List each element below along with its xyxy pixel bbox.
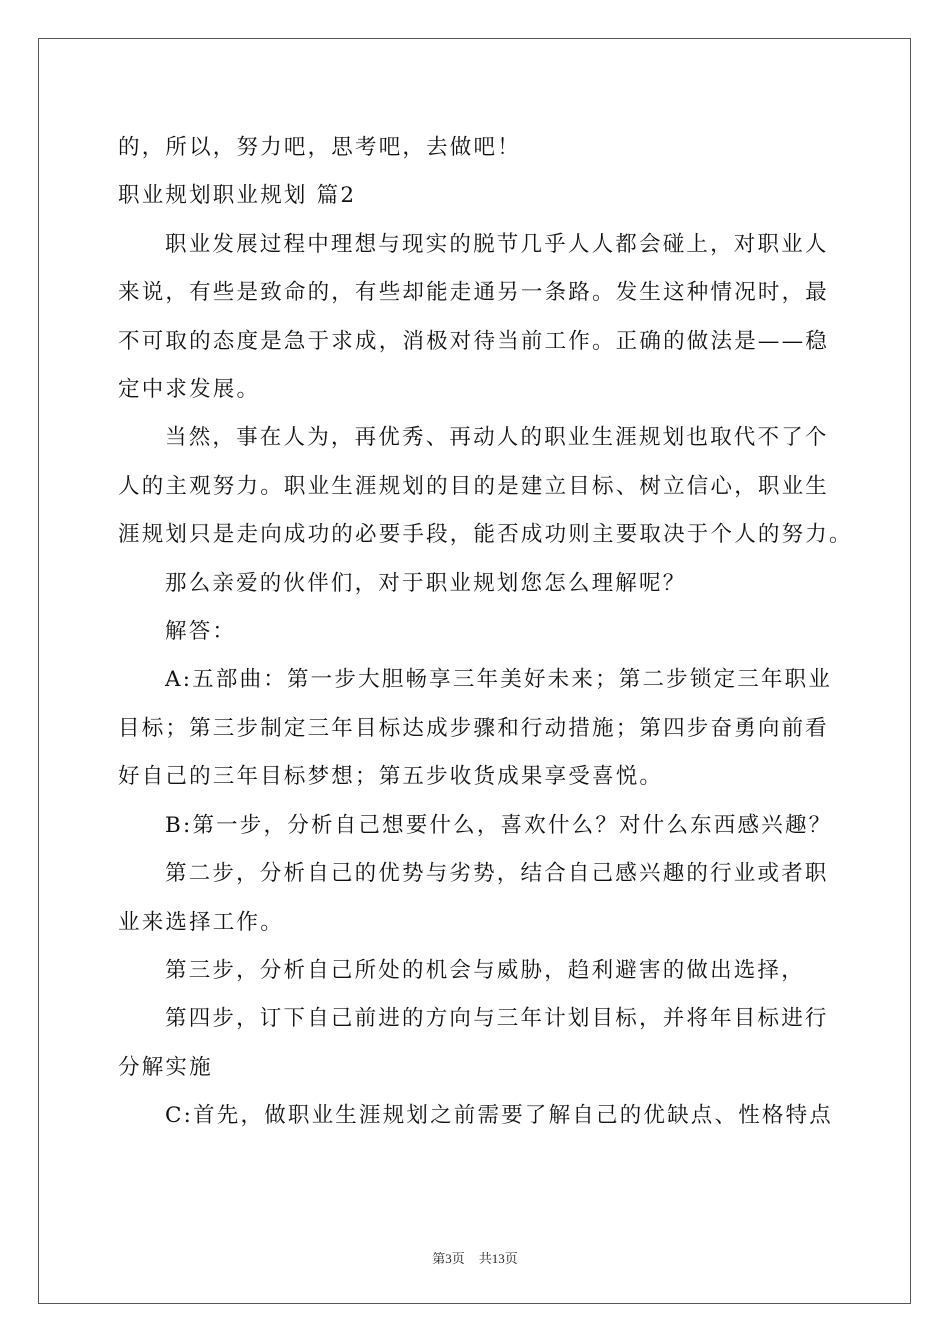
- text-line: 分解实施: [118, 1054, 213, 1080]
- text-line: 第三步，分析自己所处的机会与威胁，趋利避害的做出选择，: [165, 957, 805, 983]
- text-line: 的，所以，努力吧，思考吧，去做吧！: [118, 135, 521, 160]
- document-body: [118, 124, 853, 1141]
- text-line: 第二步，分析自己的优势与劣势，结合自己感兴趣的行业或者职: [165, 861, 829, 887]
- text-line: 目标；第三步制定三年目标达成步骤和行动措施；第四步奋勇向前看: [118, 715, 830, 741]
- text-line: 涯规划只是走向成功的必要手段，能否成功则主要取决于个人的努力。: [118, 522, 853, 548]
- text-line: 那么亲爱的伙伴们，对于职业规划您怎么理解呢？: [165, 570, 687, 596]
- text-line: 人的主观努力。职业生涯规划的目的是建立目标、树立信心，职业生: [118, 473, 830, 499]
- text-line: 第四步，订下自己前进的方向与三年计划目标，并将年目标进行: [165, 1006, 829, 1032]
- page-total: 共13页: [478, 1251, 518, 1266]
- text-line: C:首先，做职业生涯规划之前需要了解自己的优缺点、性格特点: [165, 1103, 833, 1129]
- text-line: A:五部曲：第一步大胆畅享三年美好未来；第二步锁定三年职业: [165, 667, 833, 693]
- text-line: 业来选择工作。: [118, 909, 284, 935]
- text-line: 解答：: [165, 619, 237, 645]
- text-line: 不可取的态度是急于求成，消极对待当前工作。正确的做法是——稳: [118, 328, 830, 354]
- page-number: 第3页: [432, 1251, 465, 1266]
- text-line: 来说，有些是致命的，有些却能走通另一条路。发生这种情况时，最: [118, 280, 830, 306]
- text-line: 当然，事在人为，再优秀、再动人的职业生涯规划也取代不了个: [165, 425, 829, 451]
- text-line: 好自己的三年目标梦想；第五步收货成果享受喜悦。: [118, 764, 664, 790]
- text-line: 定中求发展。: [118, 377, 261, 403]
- text-line: B:第一步，分析自己想要什么，喜欢什么？对什么东西感兴趣？: [165, 812, 833, 838]
- section-heading: 职业规划职业规划 篇2: [118, 183, 357, 209]
- text-line: 职业发展过程中理想与现实的脱节几乎人人都会碰上，对职业人: [165, 231, 829, 257]
- page-footer: [0, 1248, 950, 1267]
